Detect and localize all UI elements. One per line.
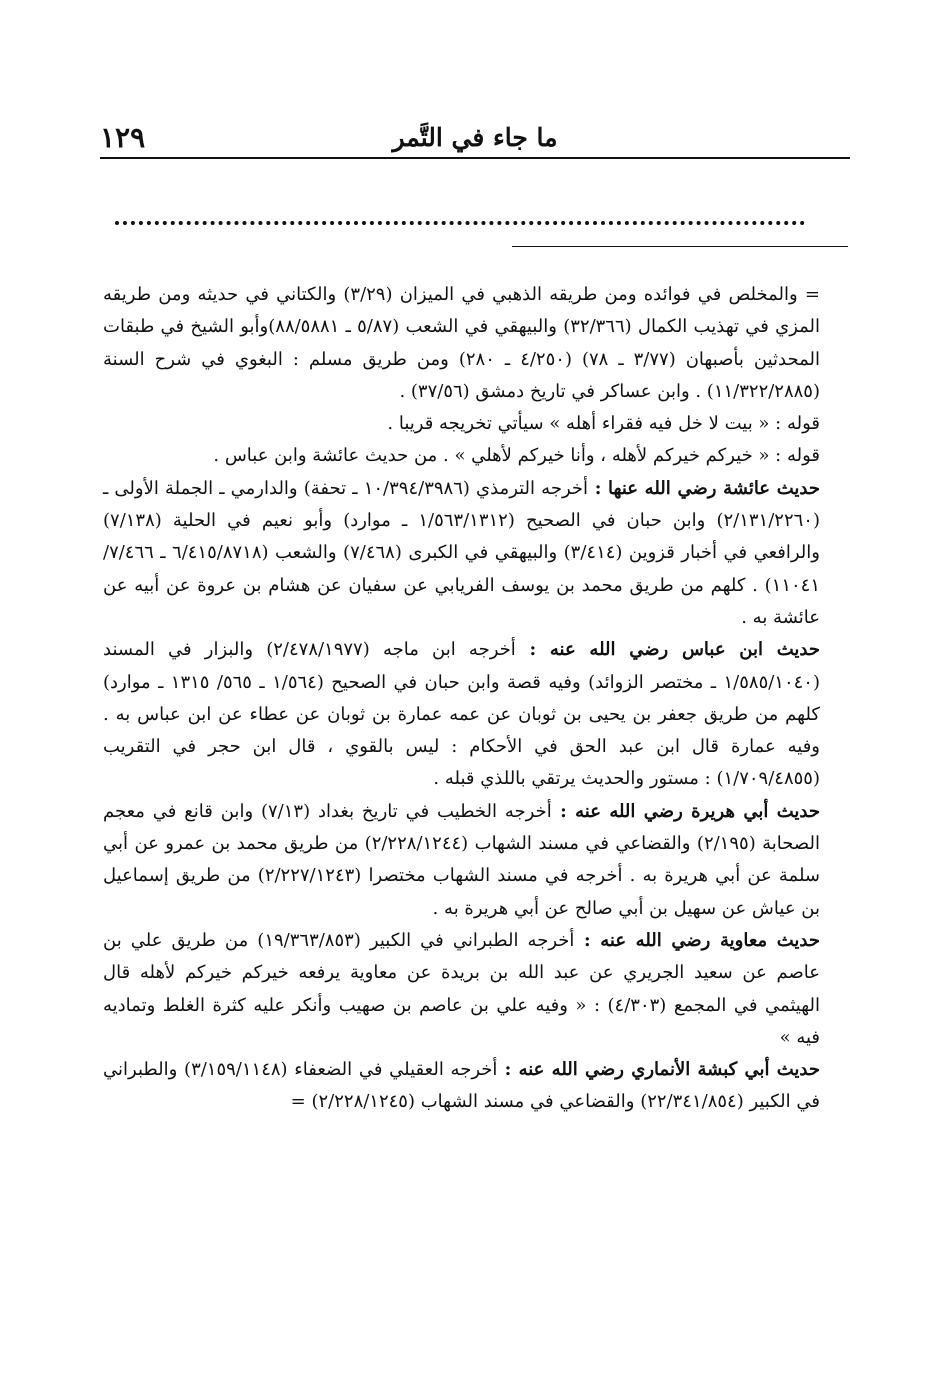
- paragraph-text: أخرجه الخطيب في تاريخ بغداد (٧/١٣) وابن قانع في معجم الصحابة (٢/١٩٥) والقضاعي في مسند الشهاب (٢/٢٢٨/١٢٤٤) من طريق محمد بن عمرو عن أبي سلمة عن أبي هريرة به . أخرجه في مسند الشهاب مختصرا (٢/٢٢٧/١٢٤٣) من طريق إسماعيل بن عياش عن سهيل بن أبي صالح عن أبي هريرة به .: [103, 800, 820, 919]
- paragraph: [103, 796, 820, 925]
- paragraph-text: أخرجه العقيلي في الضعفاء (٣/١٥٩/١١٤٨) والطبراني في الكبير (٢٢/٣٤١/٨٥٤) والقضاعي في مسند الشهاب (٢/٢٢٨/١٢٤٥) =: [103, 1059, 820, 1113]
- paragraph: [103, 440, 820, 472]
- header-rule: [100, 157, 850, 159]
- chapter-title: ما جاء في التَّمر: [392, 123, 558, 152]
- footnote-text: [103, 279, 820, 1119]
- footnote-rule: [512, 246, 848, 247]
- dotted-separator: [115, 221, 805, 225]
- paragraph-text: قوله : « بيت لا خل فيه فقراء أهله » سيأتي تخريجه قريبا .: [387, 413, 820, 435]
- paragraph-lead: حديث عائشة رضي الله عنها :: [588, 477, 820, 499]
- paragraph: [103, 925, 820, 1054]
- paragraph-text: = والمخلص في فوائده ومن طريقه الذهبي في الميزان (٣/٢٩) والكتاني في حديثه ومن طريقه المزي في تهذيب الكمال (٣٢/٣٦٦) والبيهقي في الشعب (٥/٨٧ ـ ٨٨/٥٨٨١)وأبو الشيخ في طبقات المحدثين بأصبهان (٣/٧٧ ـ ٧٨) (٤/٢٥٠ ـ ٢٨٠) ومن طريق مسلم : البغوي في شرح السنة (١١/٣٢٢/٢٨٨٥) . وابن عساكر في تاريخ دمشق (٣٧/٥٦) .: [103, 284, 821, 402]
- paragraph: [103, 634, 820, 795]
- page-number: ١٢٩: [100, 121, 146, 154]
- paragraph-lead: حديث أبي هريرة رضي الله عنه :: [551, 800, 820, 822]
- paragraph-lead: حديث معاوية رضي الله عنه :: [574, 929, 821, 951]
- paragraph: [103, 1054, 820, 1119]
- paragraph-lead: حديث أبي كبشة الأنماري رضي الله عنه :: [497, 1059, 820, 1081]
- paragraph-text: أخرجه ابن ماجه (٢/٤٧٨/١٩٧٧) والبزار في المسند (١/٥٨٥/١٠٤٠ ـ مختصر الزوائد) وفيه قصة وابن حبان في الصحيح (١/٥٦٤ ـ ٥٦٥/ ١٣١٥ ـ موارد) كلهم من طريق جعفر بن يحيى بن ثوبان عن عمه عمارة بن ثوبان عن عطاء عن ابن عباس به . وفيه عمارة قال ابن عبد الحق في الأحكام : ليس بالقوي ، قال ابن حجر في التقريب (١/٧٠٩/٤٨٥٥) : مستور والحديث يرتقي باللذي قبله .: [103, 639, 821, 790]
- paragraph-lead: حديث ابن عباس رضي الله عنه :: [515, 639, 821, 661]
- paragraph: [103, 408, 820, 440]
- paragraph-text: أخرجه الترمذي (١٠/٣٩٤/٣٩٨٦ ـ تحفة) والدارمي ـ الجملة الأولى ـ (٢/١٣١/٢٢٦٠) وابن حبان في الصحيح (١/٥٦٣/١٣١٢ ـ موارد) وأبو نعيم في الحلية (٧/١٣٨) والرافعي في أخبار قزوين (٣/٤١٤) والبيهقي في الكبرى (٧/٤٦٨) والشعب (٦/٤١٥/٨٧١٨ ـ ٧/٤٦٦/ ١١٠٤١) . كلهم من طريق محمد بن يوسف الفريابي عن سفيان عن هشام بن عروة عن أبيه عن عائشة به .: [103, 477, 820, 628]
- paragraph: [103, 279, 820, 408]
- paragraph-text: قوله : « خيركم خيركم لأهله ، وأنا خيركم لأهلي » . من حديث عائشة وابن عباس .: [213, 445, 820, 467]
- paragraph-text: أخرجه الطبراني في الكبير (١٩/٣٦٣/٨٥٣) من طريق علي بن عاصم عن سعيد الجريري عن عبد الله بن بريدة عن معاوية يرفعه خيركم خيركم لأهله قال الهيثمي في المجمع (٤/٣٠٣) : « وفيه علي بن عاصم بن صهيب وأنكر عليه كثرة الغلط وتماديه فيه »: [103, 929, 820, 1048]
- running-header: [100, 118, 850, 162]
- paragraph: [103, 473, 820, 634]
